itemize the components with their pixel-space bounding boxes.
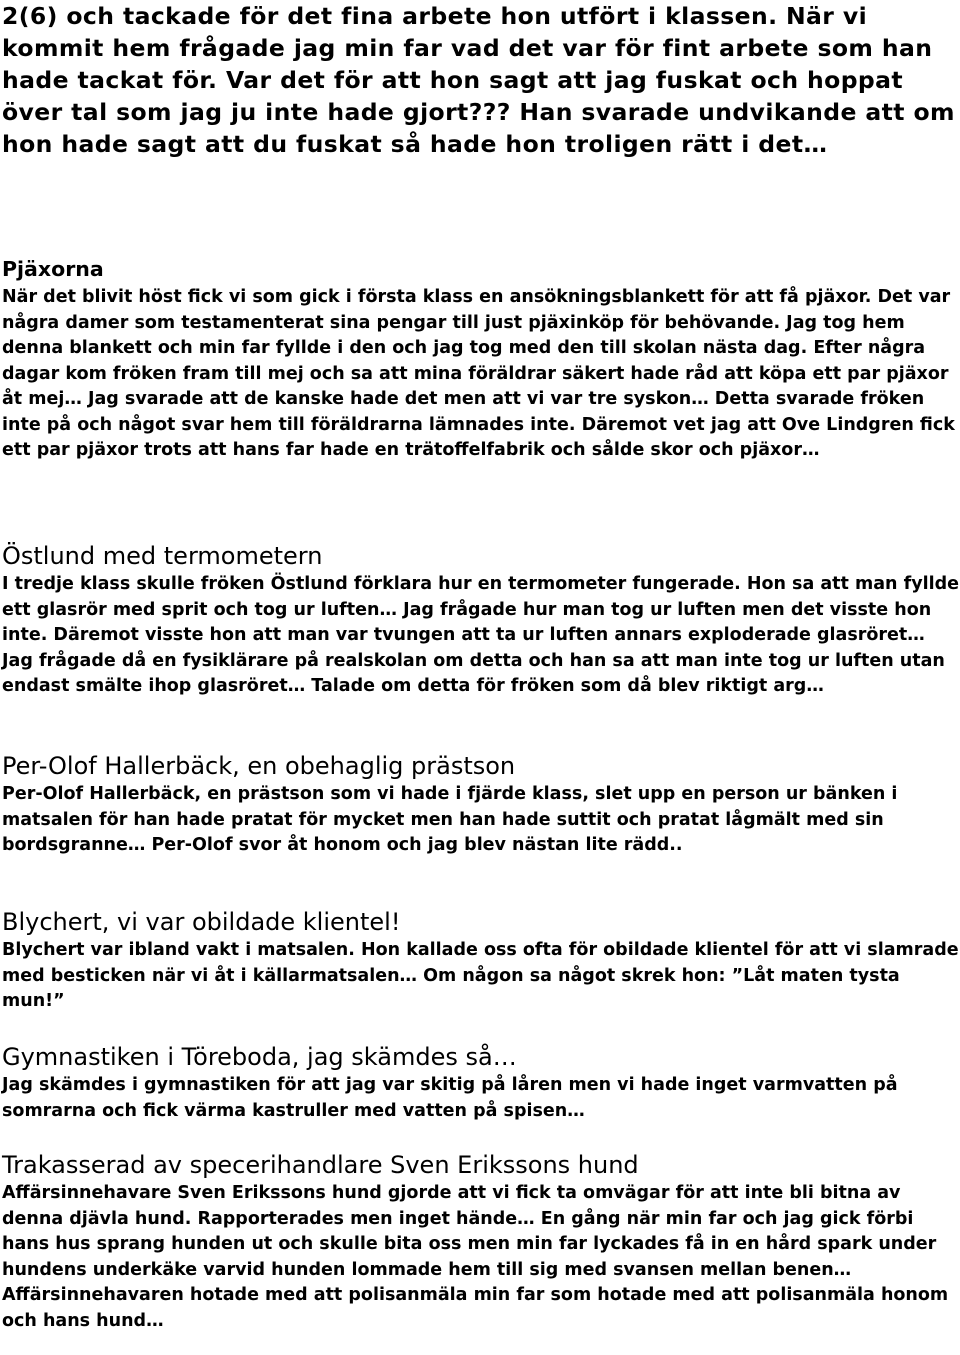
section-body: När det blivit höst fick vi som gick i första klass en ansökningsblankett för att få pjäxor. Det var några damer som testamenterat sina pengar till just pjäxinköp för behövande. Jag tog hem denna blankett och min far fyllde i den och jag tog med den till skolan nästa dag. Efter några dagar kom fröken fram till mej och sa att mina föräldrar säkert hade råd att köpa ett par pjäxor åt mej… Jag svarade att de kanske hade det men att vi var tre syskon… Detta svarade fröken inte på och något svar hem till föräldrarna lämnades inte. Däremot vet jag att Ove Lindgren fick ett par pjäxor trots att hans far hade en trätoffelfabrik och sålde skor och pjäxor… (2, 287, 955, 460)
section-heading: Gymnastiken i Töreboda, jag skämdes så… (2, 1043, 517, 1071)
section-body: Blychert var ibland vakt i matsalen. Hon kallade oss ofta för obildade klientel för att vi slamrade med besticken när vi åt i källarmatsalen… Om någon sa något skrek hon: ”Låt maten tysta mun!” (2, 940, 959, 1011)
section-heading: Per-Olof Hallerbäck, en obehaglig prästson (2, 752, 516, 780)
section-heading: Östlund med termometern (2, 542, 323, 570)
section-gymnastik (2, 1042, 960, 1124)
section-pjaxorna (2, 256, 960, 464)
section-heading: Pjäxorna (2, 257, 104, 281)
section-blychert (2, 907, 960, 1015)
section-body: Affärsinnehavare Sven Erikssons hund gjorde att vi fick ta omvägar för att inte bli bitna av denna djävla hund. Rapporterades men inget hände… En gång när min far och jag gick förbi hans hus sprang hunden ut och skulle bita oss men min far lyckades få in en hård spark under hundens underkäke varvid hunden lommade hem till sig med svansen mellan benen… Affärsinnehavaren hotade med att polisanmäla min far som hotade med att polisanmäla honom och hans hund… (2, 1183, 949, 1331)
section-body: Jag skämdes i gymnastiken för att jag var skitig på låren men vi hade inget varmvatten på somrarna och fick värma kastruller med vatten på spisen… (2, 1075, 898, 1121)
section-body: I tredje klass skulle fröken Östlund förklara hur en termometer fungerade. Hon sa att man fyllde ett glasrör med sprit och tog ur luften… Jag frågade hur man tog ur luften men det visste hon inte. Däremot visste hon att man var tvungen att ta ur luften annars exploderade glasröret… Jag frågade då en fysiklärare på realskolan om detta och han sa att man inte tog ur luften utan endast smälte ihop glasröret… Talade om detta för fröken som då blev riktigt arg… (2, 574, 960, 696)
intro-paragraph: 2(6) och tackade för det fina arbete hon utfört i klassen. När vi kommit hem frågade jag min far vad det var för fint arbete som han hade tackat för. Var det för att hon sagt att jag fuskat och hoppat över tal som jag ju inte hade gjort??? Han svarade undvikande att om hon hade sagt att du fuskat så hade hon troligen rätt i det… (2, 2, 955, 158)
section-per-olof (2, 751, 960, 859)
section-heading: Trakasserad av specerihandlare Sven Erikssons hund (2, 1151, 639, 1179)
section-trakasserad (2, 1150, 960, 1334)
section-ostlund (2, 541, 960, 700)
section-body: Per-Olof Hallerbäck, en prästson som vi hade i fjärde klass, slet upp en person ur bänken i matsalen för han hade pratat för mycket men han hade suttit och pratat lågmält med sin bordsgranne… Per-Olof svor åt honom och jag blev nästan lite rädd.. (2, 784, 898, 855)
section-heading: Blychert, vi var obildade klientel! (2, 908, 401, 936)
